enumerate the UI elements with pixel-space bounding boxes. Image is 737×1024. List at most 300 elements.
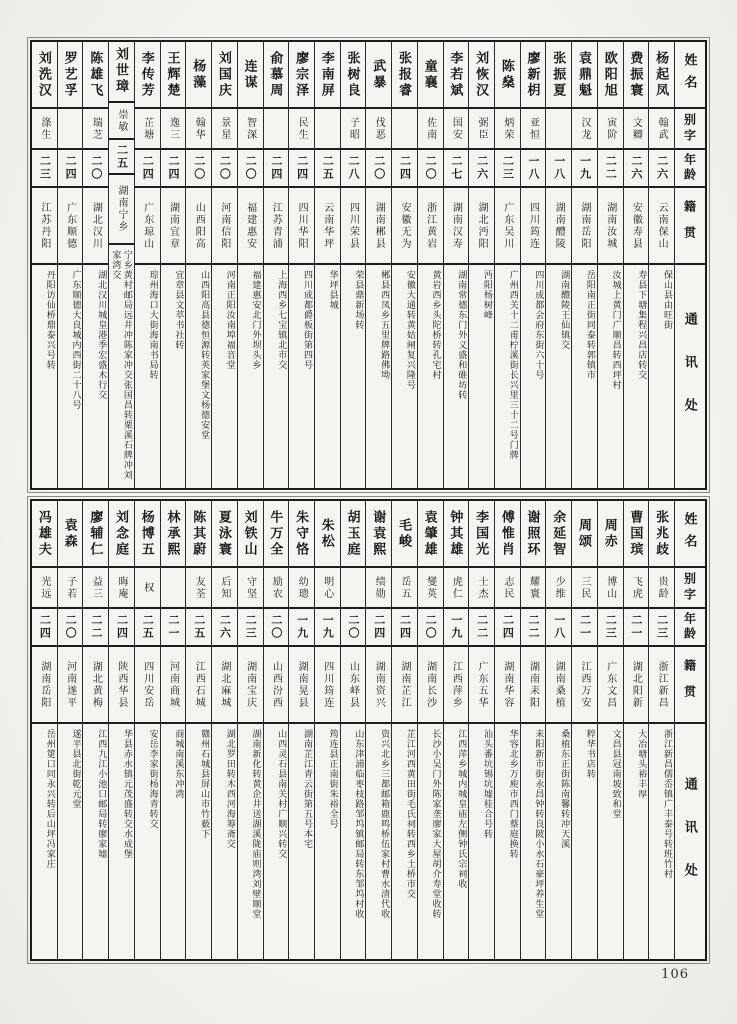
entry-name: 朱守恪: [289, 501, 314, 568]
entry-column: [468, 42, 494, 488]
entry-name: 张兆歧: [649, 501, 674, 568]
entry-column: [417, 42, 443, 488]
entry-column: [494, 501, 520, 959]
entry-column: [82, 42, 108, 488]
entry-native-place: 湖南华容: [495, 647, 520, 724]
entry-address: 广州西关十二甫柠溪街长兴里三十二号门牌: [508, 270, 519, 460]
entry-age: 二三: [598, 609, 623, 647]
entry-name: 胡玉庭: [341, 501, 366, 568]
entry-age: 二〇: [418, 609, 443, 647]
entry-name: 朱松: [315, 501, 340, 568]
entry-courtesy-name: 后知: [212, 568, 237, 609]
entry-courtesy-name: 佐南: [418, 109, 443, 150]
page-number: 106: [661, 967, 689, 982]
entry-address: 浙江新昌儒岙镇广丰泰号转班竹村: [663, 729, 673, 879]
header-address: 通讯处: [682, 312, 698, 441]
entry-age: 二七: [444, 150, 469, 188]
entry-name: 林承熙: [161, 501, 186, 568]
entry-age: 二二: [469, 609, 494, 647]
entry-address: 江西萍乡城内城皇庙左侧钟氏宗祠收: [457, 729, 468, 889]
entry-native-place: 江西石城: [186, 647, 211, 724]
entry-column: [623, 501, 649, 959]
entry-native-place: 江苏青浦: [264, 188, 289, 265]
entry-courtesy-name: 炳荣: [495, 109, 520, 150]
entry-courtesy-name: 岳五: [392, 568, 417, 609]
entry-column: [468, 501, 494, 959]
entry-name: 牛万全: [264, 501, 289, 568]
entry-name: 罗艺孚: [58, 42, 83, 109]
entry-native-place: 四川荣县: [341, 188, 366, 265]
entry-address: 华县赤水镇元茂盛转交水成堡: [122, 729, 133, 859]
entry-address: 长沙小吴门外陈家垄廖家大屋胡介寿堂收转: [431, 729, 442, 919]
entry-native-place: 湖南宜章: [161, 188, 186, 265]
entry-courtesy-name: 励农: [264, 568, 289, 609]
entry-address: 安徽大通转黄姑闸复兴隆号: [405, 270, 416, 390]
entry-native-place: 四川安岳: [135, 647, 160, 724]
entry-native-place: 福建惠安: [238, 188, 263, 265]
entry-courtesy-name: 幼璁: [289, 568, 314, 609]
entry-name: 张报睿: [392, 42, 417, 109]
entry-name: 廖新枂: [521, 42, 546, 109]
entry-native-place: 广东吴川: [495, 188, 520, 265]
entry-column: [340, 42, 366, 488]
entry-address: 华坪县城: [328, 270, 339, 310]
entry-native-place: 湖南宁乡: [109, 175, 134, 245]
entry-column: [160, 42, 186, 488]
entry-age: 二五: [186, 609, 211, 647]
entry-native-place: 湖南岳阳: [572, 188, 597, 265]
entry-address: 湖南常德东门外义盛和碓坊转: [457, 270, 468, 400]
entry-courtesy-name: 士杰: [469, 568, 494, 609]
entry-column: [263, 501, 289, 959]
entry-native-place: 湖北黄梅: [83, 647, 108, 724]
header-age: 年龄: [675, 150, 705, 188]
entry-column: [391, 42, 417, 488]
entry-address: 筠连县正南街朱裕全号: [328, 729, 339, 829]
entry-name: 袁森: [58, 501, 83, 568]
entry-name: 刘世璋: [109, 42, 134, 103]
entry-name: 周赤: [598, 501, 623, 568]
entry-name: 连谋: [238, 42, 263, 109]
entry-column: [82, 501, 108, 959]
entry-address: 山东津浦临枣枝路邹坞镇邮局转东邹坞村收: [354, 729, 365, 919]
entry-courtesy-name: 伐恶: [366, 109, 391, 150]
entry-column: [134, 501, 160, 959]
entry-column: [160, 501, 186, 959]
entry-age: 二一: [572, 609, 597, 647]
entry-age: 二六: [649, 150, 674, 188]
entry-age: 二〇: [418, 150, 443, 188]
entry-column: [494, 42, 520, 488]
entry-age: 二三: [649, 609, 674, 647]
entry-address: 上海西乡七宝镇北市交: [277, 270, 288, 370]
entry-native-place: 湖南宝庆: [238, 647, 263, 724]
entry-courtesy-name: [341, 568, 366, 609]
entry-native-place: 河南遂平: [58, 647, 83, 724]
entry-courtesy-name: 晦庵: [109, 568, 134, 609]
entry-column: [57, 42, 83, 488]
header-courtesy-name: 别字: [675, 568, 705, 609]
entry-name: 武暴: [366, 42, 391, 109]
entry-column: [211, 501, 237, 959]
entry-age: 二四: [392, 609, 417, 647]
entry-name: 周颂: [572, 501, 597, 568]
entry-courtesy-name: 翰武: [649, 109, 674, 150]
entry-age: 二八: [341, 150, 366, 188]
entry-address: 汕头番坑锡坑墟桂合号转: [482, 729, 493, 839]
entry-age: 二四: [135, 150, 160, 188]
entry-age: 二三: [32, 150, 57, 188]
entry-column: [57, 501, 83, 959]
entry-age: 二五: [135, 609, 160, 647]
entry-name: 谢袁熙: [366, 501, 391, 568]
entry-native-place: 湖北汉川: [83, 188, 108, 265]
entry-address: 桑植东正街陈南馨转冲天溪: [560, 729, 571, 849]
entry-address: 资兴北乡三都邮箱鹿鸣桥伍家村曹水清代收: [380, 729, 391, 919]
entry-name: 谢照环: [521, 501, 546, 568]
entry-native-place: 湖南醴陵: [546, 188, 571, 265]
entry-column: [211, 42, 237, 488]
entry-address: 岳州筻口同永兴转后山坪冯家庄: [45, 729, 56, 869]
header-native-place: 籍贯: [675, 188, 705, 265]
entry-courtesy-name: [58, 109, 83, 150]
entry-address: 华容北乡万庾市西门蔡庭换转: [508, 729, 519, 859]
entry-age: 一九: [315, 609, 340, 647]
entry-column: [288, 42, 314, 488]
entry-native-place: 山西阳高: [186, 188, 211, 265]
entry-name: 李传芳: [135, 42, 160, 109]
entry-name: 陈雄飞: [83, 42, 108, 109]
entry-address: 保山县由旺街: [663, 270, 673, 330]
entry-age: 二六: [212, 609, 237, 647]
entry-address: 丹阳访仙桥鼎泰兴号转: [45, 270, 56, 370]
entry-name: 陈燊: [495, 42, 520, 109]
entry-column: [288, 501, 314, 959]
entry-name: 刘恢汉: [469, 42, 494, 109]
entry-courtesy-name: 寅阶: [598, 109, 623, 150]
entry-age: 一八: [546, 609, 571, 647]
entry-age: 二四: [495, 609, 520, 647]
entry-age: 二二: [521, 609, 546, 647]
entry-courtesy-name: [264, 109, 289, 150]
entry-name: 李南屏: [315, 42, 340, 109]
entry-courtesy-name: 三民: [572, 568, 597, 609]
entry-address: 粹华书店转: [585, 729, 596, 779]
entry-address: 湖南新化转黄企井送湖溪陇庙则湾刘壁顺堂: [251, 729, 262, 919]
entry-age: 二〇: [212, 150, 237, 188]
entry-name: 刘国庆: [212, 42, 237, 109]
entry-native-place: 云南保山: [649, 188, 674, 265]
entry-age: 二〇: [58, 609, 83, 647]
entry-native-place: 湖北沔阳: [469, 188, 494, 265]
entry-courtesy-name: 友荃: [186, 568, 211, 609]
entry-column: [623, 42, 649, 488]
entry-address: 大冶塘头裕丰厚: [637, 729, 648, 799]
entry-native-place: 江西万安: [572, 647, 597, 724]
entry-column: [597, 42, 623, 488]
entry-name: 廖辅仁: [83, 501, 108, 568]
entry-native-place: 湖南汝城: [598, 188, 623, 265]
entry-address: 河南正阳汝南埠福音堂: [225, 270, 236, 370]
entry-native-place: 湖北阳新: [624, 647, 649, 724]
entry-name: 陈其蔚: [186, 501, 211, 568]
entry-courtesy-name: 博山: [598, 568, 623, 609]
entry-address: 商城南溪东冲湾: [174, 729, 185, 799]
entry-name: 刘洗汉: [32, 42, 57, 109]
entry-column: [597, 501, 623, 959]
entry-courtesy-name: 国安: [444, 109, 469, 150]
entry-column: [545, 501, 571, 959]
entry-address: 宜章县文萃书社转: [174, 270, 185, 350]
entry-native-place: 河南信阳: [212, 188, 237, 265]
entry-courtesy-name: 景星: [212, 109, 237, 150]
entry-column: [32, 501, 57, 959]
entry-courtesy-name: 逸三: [161, 109, 186, 150]
entry-column: [263, 42, 289, 488]
entry-native-place: 浙江新昌: [649, 647, 674, 724]
entry-address: 琼州海口大街海南书局转: [148, 270, 159, 380]
entry-native-place: 河南商城: [161, 647, 186, 724]
entry-courtesy-name: 民生: [289, 109, 314, 150]
entry-courtesy-name: 文卿: [624, 109, 649, 150]
entry-courtesy-name: [546, 109, 571, 150]
directory-tables: [30, 40, 707, 961]
header-courtesy-name: 别字: [675, 109, 705, 150]
entry-name: 费振寰: [624, 42, 649, 109]
entry-column: [314, 501, 340, 959]
entry-name: 童襄: [418, 42, 443, 109]
entry-address: 江西九江小池口邮局转廖家墟: [97, 729, 108, 859]
entry-column: [520, 501, 546, 959]
entry-column: [571, 501, 597, 959]
header-column: [674, 42, 705, 488]
entry-native-place: 广东五华: [469, 647, 494, 724]
entry-courtesy-name: 翰华: [186, 109, 211, 150]
entry-name: 杨起凤: [649, 42, 674, 109]
entry-native-place: 浙江黄岩: [418, 188, 443, 265]
entry-native-place: 湖南芷江: [392, 647, 417, 724]
entry-courtesy-name: 明心: [315, 568, 340, 609]
entry-column: [365, 42, 391, 488]
entry-courtesy-name: 芷塘: [135, 109, 160, 150]
entry-age: 二〇: [83, 150, 108, 188]
header-name: 姓名: [675, 42, 705, 109]
entry-age: 二一: [161, 609, 186, 647]
entry-age: 二三: [238, 609, 263, 647]
header-native-place: 籍贯: [675, 647, 705, 724]
entry-address: 寿县下塘集程兴昌店转交: [637, 270, 648, 380]
entry-native-place: 四川华阳: [289, 188, 314, 265]
entry-column: [520, 42, 546, 488]
entry-age: 二五: [315, 150, 340, 188]
entry-courtesy-name: 贵龄: [649, 568, 674, 609]
entry-age: 二五: [109, 140, 134, 175]
entry-courtesy-name: 智深: [238, 109, 263, 150]
entry-age: 一八: [546, 150, 571, 188]
entry-native-place: 广东琼山: [135, 188, 160, 265]
entry-column: [185, 501, 211, 959]
entry-column: [417, 501, 443, 959]
entry-native-place: 山东峄县: [341, 647, 366, 724]
entry-name: 钟其雄: [444, 501, 469, 568]
entry-address: 湖南醴陵王仙镇交: [560, 270, 571, 350]
entry-native-place: 安徽无为: [392, 188, 417, 265]
entry-age: 二〇: [238, 150, 263, 188]
entry-address: 湖北汉川城皇港季宏盛木行交: [97, 270, 108, 400]
entry-age: 一八: [521, 150, 546, 188]
entry-courtesy-name: 虎仁: [444, 568, 469, 609]
entry-name: 欧阳旭: [598, 42, 623, 109]
entry-column: [443, 501, 469, 959]
entry-address: 安岳李家街杨海青转交: [148, 729, 159, 829]
entry-age: 一九: [572, 150, 597, 188]
entry-native-place: 四川筠连: [315, 647, 340, 724]
entry-column: [134, 42, 160, 488]
entry-courtesy-name: 光远: [32, 568, 57, 609]
entry-name: 袁肇雄: [418, 501, 443, 568]
entry-courtesy-name: [392, 109, 417, 150]
entry-age: 二四: [264, 150, 289, 188]
entry-age: 二四: [32, 609, 57, 647]
header-age: 年龄: [675, 609, 705, 647]
entry-age: 二六: [469, 150, 494, 188]
entry-column: [443, 42, 469, 488]
entry-name: 袁鼎魁: [572, 42, 597, 109]
entry-native-place: 湖北麻城: [212, 647, 237, 724]
entry-courtesy-name: 瑞芝: [83, 109, 108, 150]
entry-age: 二〇: [186, 150, 211, 188]
header-address: 通讯处: [682, 777, 698, 906]
entry-name: 张树良: [341, 42, 366, 109]
entry-name: 张振夏: [546, 42, 571, 109]
directory-table-top: [30, 40, 707, 490]
entry-address: 沔阳杨树峰: [482, 270, 493, 320]
entry-column: [108, 501, 134, 959]
entry-native-place: 湖南晃县: [289, 647, 314, 724]
entry-address: 山西阳高县德恒源转英家堡文杨德安堂: [200, 270, 211, 440]
entry-courtesy-name: 亚恒: [521, 109, 546, 150]
entry-native-place: 广东顺德: [58, 188, 83, 265]
entry-courtesy-name: 汉龙: [572, 109, 597, 150]
entry-name: 夏泳寰: [212, 501, 237, 568]
entry-age: 二三: [495, 150, 520, 188]
entry-native-place: 江苏丹阳: [32, 188, 57, 265]
entry-name: 李若斌: [444, 42, 469, 109]
entry-native-place: 云南华坪: [315, 188, 340, 265]
entry-column: [545, 42, 571, 488]
entry-address: 荣县鼎新场转: [354, 270, 365, 330]
entry-address: 黄岩西乡头陀桥转孔宅村: [431, 270, 442, 380]
entry-native-place: 湖南资兴: [366, 647, 391, 724]
entry-address: 广东顺德大良城内西街二十八号: [71, 270, 82, 410]
entry-column: [391, 501, 417, 959]
entry-column: [571, 42, 597, 488]
entry-native-place: 陕西华县: [109, 647, 134, 724]
entry-native-place: 湖南汉寿: [444, 188, 469, 265]
entry-name: 杨博五: [135, 501, 160, 568]
entry-age: 一九: [444, 609, 469, 647]
entry-age: 二四: [161, 150, 186, 188]
entry-name: 廖宗泽: [289, 42, 314, 109]
entry-native-place: 广东文昌: [598, 647, 623, 724]
entry-column: [365, 501, 391, 959]
entry-name: 李国光: [469, 501, 494, 568]
entry-age: 一九: [289, 609, 314, 647]
entry-courtesy-name: 子若: [58, 568, 83, 609]
entry-age: 二〇: [366, 150, 391, 188]
entry-courtesy-name: 弼臣: [469, 109, 494, 150]
entry-age: 二四: [58, 150, 83, 188]
entry-native-place: 江西萍乡: [444, 647, 469, 724]
entry-address: 湖北罗田转木西河海筹斋交: [225, 729, 236, 849]
entry-courtesy-name: 志民: [495, 568, 520, 609]
entry-native-place: 湖南郴县: [366, 188, 391, 265]
entry-courtesy-name: 少维: [546, 568, 571, 609]
entry-age: 二四: [109, 609, 134, 647]
entry-courtesy-name: 飞虎: [624, 568, 649, 609]
entry-native-place: 湖南长沙: [418, 647, 443, 724]
entry-address: 遂平县北街乾元堂: [71, 729, 82, 809]
entry-age: 二〇: [341, 609, 366, 647]
entry-age: 二四: [392, 150, 417, 188]
entry-column: [648, 42, 674, 488]
entry-address: 四川成都爵板街第四号: [302, 270, 313, 370]
entry-native-place: 湖南耒阳: [521, 647, 546, 724]
entry-address: 福建惠安北门外坝头乡: [251, 270, 262, 370]
entry-age: 二一: [624, 609, 649, 647]
header-name: 姓名: [675, 501, 705, 568]
entry-native-place: 山西汾西: [264, 647, 289, 724]
entry-name: 傅惟肖: [495, 501, 520, 568]
entry-age: 二二: [83, 609, 108, 647]
entry-name: 曹国瑸: [624, 501, 649, 568]
entry-age: 二二: [598, 150, 623, 188]
entry-address: 四川成都会府东街六十号: [534, 270, 545, 380]
entry-column: [185, 42, 211, 488]
entry-courtesy-name: 崇敏: [109, 103, 134, 140]
entry-courtesy-name: 权: [135, 568, 160, 609]
entry-name: 毛峻: [392, 501, 417, 568]
entry-address: 耒阳新市街永昌钟转良陂小水石豪坪养生堂: [534, 729, 545, 919]
entry-address: 赣州石城县屏山市竹薮下: [200, 729, 211, 839]
entry-address: 山西灵石县南关村广顺兴转交: [277, 729, 288, 859]
entry-native-place: 湖南桑植: [546, 647, 571, 724]
entry-courtesy-name: 燮英: [418, 568, 443, 609]
entry-name: 冯雄夫: [32, 501, 57, 568]
entry-name: 王辉楚: [161, 42, 186, 109]
entry-address: 湖南芷江青云街第五号本宅: [302, 729, 313, 849]
entry-age: 二六: [624, 150, 649, 188]
entry-column: [32, 42, 57, 488]
directory-table-bottom: [30, 499, 707, 961]
entry-courtesy-name: 绩勋: [366, 568, 391, 609]
entry-address: 郴县西凤乡五里牌路佛坳: [380, 270, 391, 380]
entry-column: [237, 42, 263, 488]
entry-column: [340, 501, 366, 959]
entry-courtesy-name: [315, 109, 340, 150]
entry-column: [237, 501, 263, 959]
entry-age: 二四: [366, 609, 391, 647]
entry-age: 二四: [289, 150, 314, 188]
entry-address: 岳阳南正街同泰转郭镇市: [585, 270, 596, 380]
entry-column: [108, 42, 134, 488]
entry-address: 宁乡黄村邮局远井冲陈家冲交张国昌转栗溪石牌冲刘家湾交: [111, 250, 133, 481]
entry-column: [648, 501, 674, 959]
entry-column: [314, 42, 340, 488]
entry-courtesy-name: 耀寰: [521, 568, 546, 609]
entry-native-place: 安徽寿县: [624, 188, 649, 265]
entry-name: 余延智: [546, 501, 571, 568]
